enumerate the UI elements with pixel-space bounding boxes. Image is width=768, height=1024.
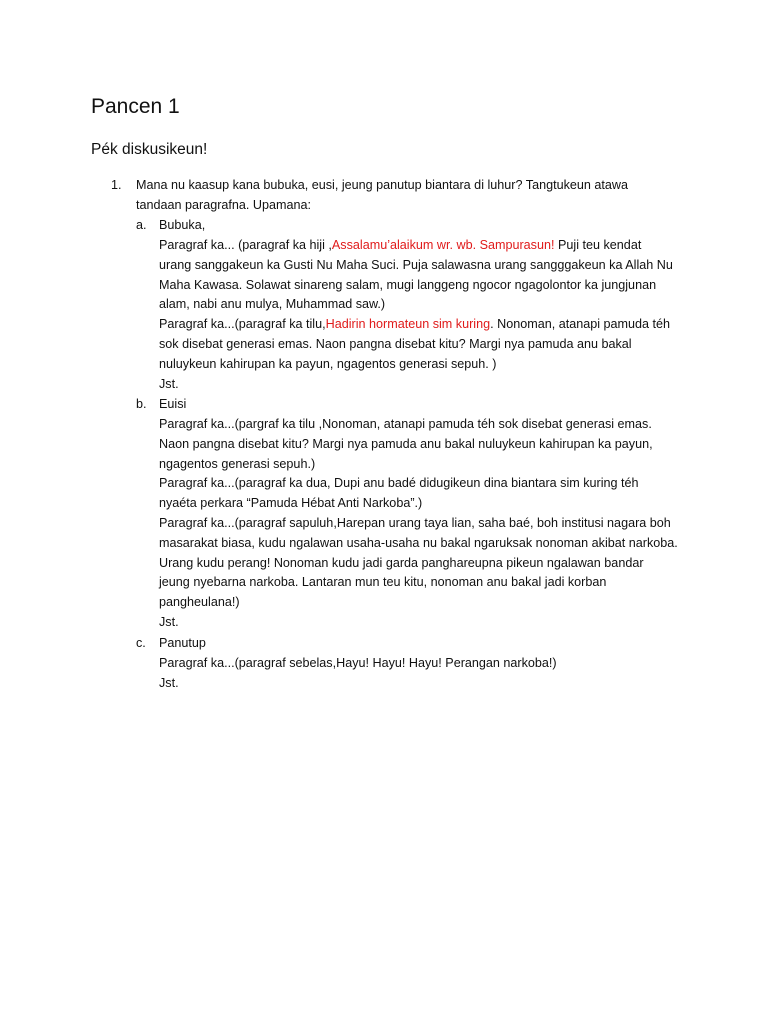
question-line: tandaan paragrafna. Upamana:	[136, 197, 312, 212]
highlighted-greeting: Hadirin hormateun sim kuring	[325, 317, 491, 332]
page-subtitle: Pék diskusikeun!	[91, 141, 208, 158]
paragraph-line	[159, 315, 679, 335]
section-a-content	[159, 236, 679, 394]
paragraph-line: Paragraf ka...(paragraf ka dua, Dupi anu badé didugikeun dina biantara sim kuring téh	[159, 476, 639, 491]
paragraph-line: urang sanggakeun ka Gusti Nu Maha Suci. Puja salawasna urang sangggakeun ka Allah Nu	[159, 257, 673, 272]
paragraph-line: Naon pangna disebat kitu? Margi nya pamuda anu bakal nuluykeun kahirupan ka payun,	[159, 436, 653, 451]
section-a-letter: a.	[136, 218, 147, 232]
paragraph-line: ngagentos generasi sepuh.)	[159, 456, 316, 471]
section-b-letter: b.	[136, 397, 147, 411]
jst-text: Jst.	[159, 614, 179, 629]
question-text	[136, 176, 676, 216]
paragraph-line	[159, 236, 679, 256]
section-b-label: Euisi	[159, 397, 187, 411]
text-run: Paragraf ka... (paragraf ka hiji ,	[159, 238, 332, 252]
section-b-content	[159, 415, 679, 633]
paragraph-line: pangheulana!)	[159, 595, 240, 610]
question-number: 1.	[111, 178, 122, 192]
paragraph-line: jeung nyebarna narkoba. Lantaran mun teu kitu, nonoman anu bakal jadi korban	[159, 575, 607, 590]
text-run: Paragraf ka...(paragraf ka tilu,	[159, 317, 326, 332]
paragraph-line: nyaéta perkara “Pamuda Hébat Anti Narkoba”.)	[159, 496, 423, 511]
paragraph-line: Urang kudu perang! Nonoman kudu jadi garda panghareupna pikeun ngalawan bandar	[159, 555, 644, 570]
section-a-label: Bubuka,	[159, 218, 206, 232]
paragraph-line: Paragraf ka...(pargraf ka tilu ,Nonoman, atanapi pamuda téh sok disebat generasi emas.	[159, 417, 652, 431]
page-title: Pancen 1	[91, 95, 180, 118]
section-c-content	[159, 654, 679, 694]
paragraph-line: sok disebat generasi emas. Naon pangna disebat kitu? Margi nya pamuda anu bakal	[159, 336, 632, 351]
text-run: Puji teu kendat	[554, 238, 642, 252]
highlighted-greeting: Assalamu’alaikum wr. wb. Sampurasun!	[331, 238, 555, 252]
paragraph-line: nuluykeun kahirupan ka payun, ngagentos generasi sepuh. )	[159, 356, 497, 371]
jst-text: Jst.	[159, 376, 179, 391]
section-c-letter: c.	[136, 636, 146, 650]
question-line: Mana nu kaasup kana bubuka, eusi, jeung panutup biantara di luhur? Tangtukeun atawa	[136, 178, 628, 192]
paragraph-line: Maha Kawasa. Solawat sinareng salam, mugi langgeng ngocor ngagolontor ka jungjunan	[159, 277, 657, 292]
section-c-label: Panutup	[159, 636, 206, 650]
paragraph-line: masarakat biasa, kudu ngalawan usaha-usaha nu bakal ngaruksak nonoman akibat narkoba.	[159, 535, 678, 550]
jst-text: Jst.	[159, 675, 179, 690]
paragraph-line: Paragraf ka...(paragraf sapuluh,Harepan urang taya lian, saha baé, boh institusi nagara boh	[159, 515, 671, 530]
paragraph-line: alam, nabi anu mulya, Muhammad saw.)	[159, 297, 386, 312]
text-run: . Nonoman, atanapi pamuda téh	[490, 317, 671, 332]
paragraph-line: Paragraf ka...(paragraf sebelas,Hayu! Hayu! Hayu! Perangan narkoba!)	[159, 656, 557, 670]
